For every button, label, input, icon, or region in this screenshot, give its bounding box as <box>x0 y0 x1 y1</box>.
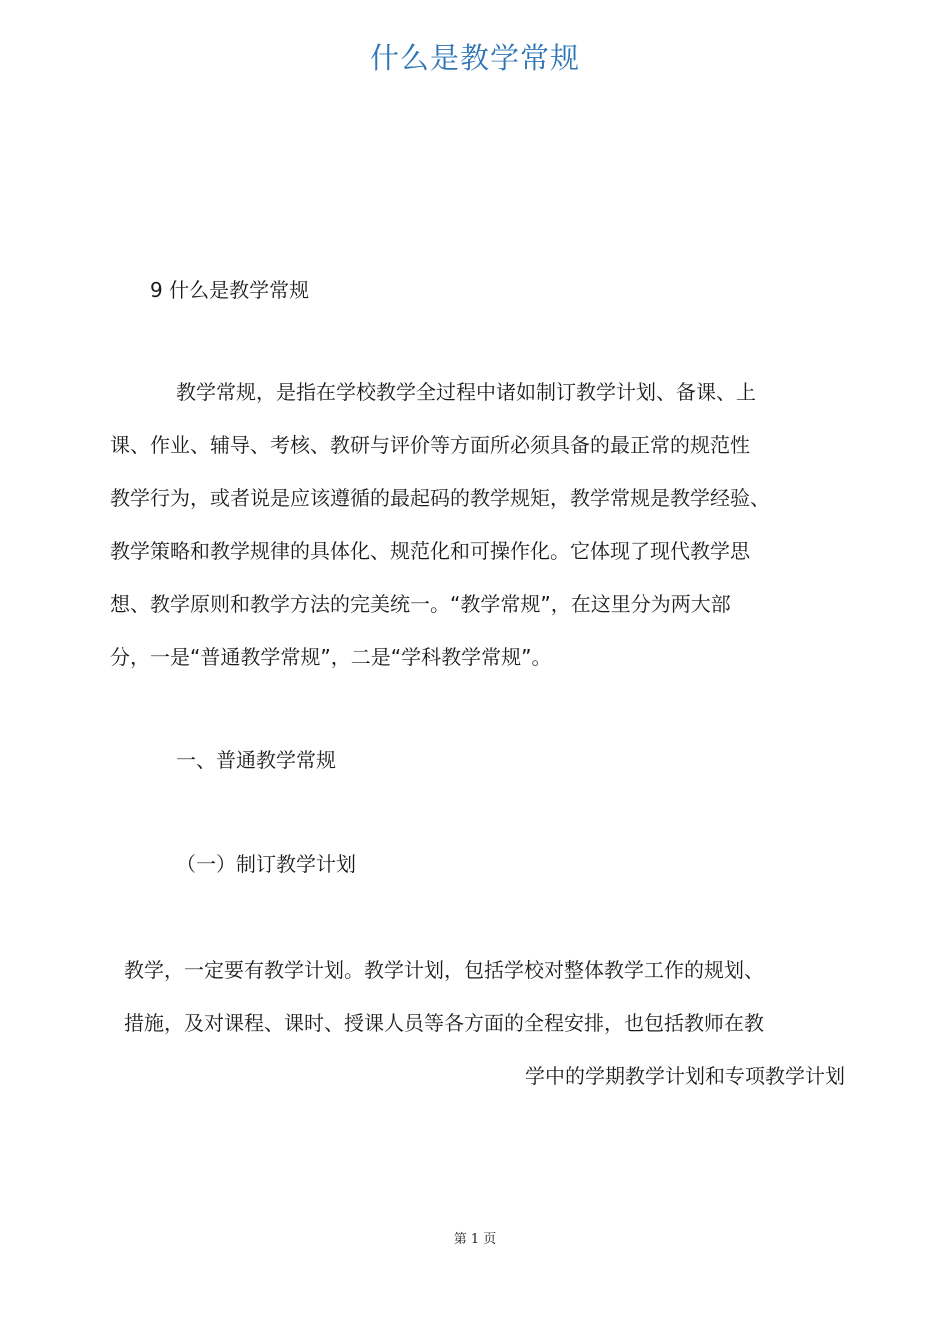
section-title: 一、普通教学常规 <box>176 748 336 772</box>
document-title: 什么是教学常规 <box>369 41 580 75</box>
subsection-title: （一）制订教学计划 <box>176 852 356 876</box>
paragraph-line: 分，一是“普通教学常规”，二是“学科教学常规”。 <box>110 645 552 669</box>
section-heading: 9 什么是教学常规 <box>150 278 310 302</box>
paragraph-line: 教学行为，或者说是应该遵循的最起码的教学规矩，教学常规是教学经验、 <box>110 486 770 510</box>
paragraph-line: 想、教学原则和教学方法的完美统一。“教学常规”，在这里分为两大部 <box>110 592 731 616</box>
page-number: 第 1 页 <box>453 1232 497 1247</box>
paragraph-line: 学中的学期教学计划和专项教学计划 <box>525 1064 845 1088</box>
paragraph-line: 教学常规，是指在学校教学全过程中诸如制订教学计划、备课、上 <box>176 380 756 404</box>
paragraph-line: 教学策略和教学规律的具体化、规范化和可操作化。它体现了现代教学思 <box>110 539 750 563</box>
paragraph-line: 课、作业、辅导、考核、教研与评价等方面所必须具备的最正常的规范性 <box>110 433 750 457</box>
paragraph-line: 措施，及对课程、课时、授课人员等各方面的全程安排，也包括教师在教 <box>124 1011 764 1035</box>
paragraph-line: 教学，一定要有教学计划。教学计划，包括学校对整体教学工作的规划、 <box>124 958 764 982</box>
